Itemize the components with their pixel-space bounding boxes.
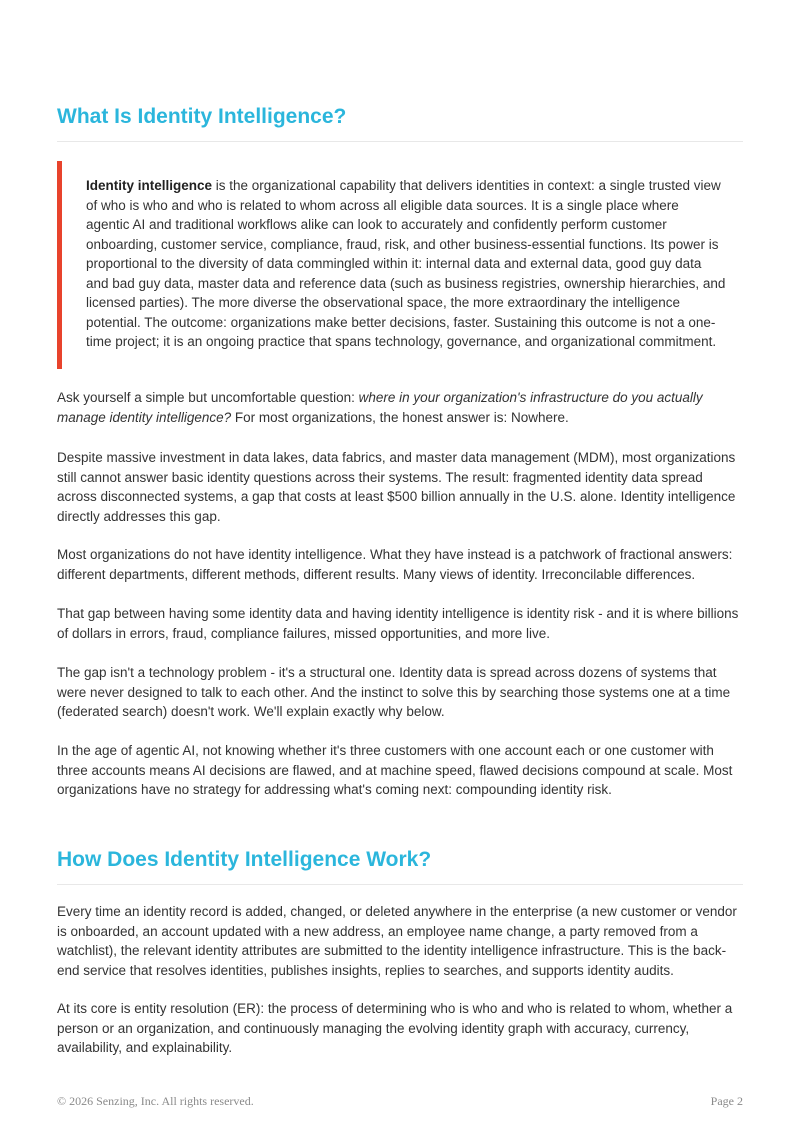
body-paragraph: The gap isn't a technology problem - it's a structural one. Identity data is spread across dozens of systems that were never designed to talk to each other. And the instinct to solve this by searching those systems one at a time (federated search) doesn't work. We'll explain exactly why below. <box>57 665 731 719</box>
body-paragraph: Despite massive investment in data lakes, data fabrics, and master data management (MDM), most organizations still cannot answer basic identity questions across their systems. The result: fragmented identity data spread across disconnected systems, a gap that costs at least $500 billion annually in the U.S. alone. Identity intelligence directly addresses this gap. <box>57 450 736 524</box>
section-how-it-works <box>57 846 743 885</box>
heading-divider <box>57 884 743 885</box>
definition-callout <box>57 161 743 369</box>
body-paragraph: Most organizations do not have identity intelligence. What they have instead is a patchwork of fractional answers: different departments, different methods, different results. Many views of identity. Irreconcilable differences. <box>57 547 733 582</box>
callout-body: is the organizational capability that delivers identities in context: a single trusted view of who is who and who is related to whom across all eligible data sources. It is a single place where agentic AI and traditional workflows alike can look to accurately and confidently perform customer onboarding, customer service, compliance, fraud, risk, and other business-essential functions. Its power is proportional to the diversity of data commingled within it: internal data and external data, good guy data and bad guy data, master data and reference data (such as business registries, ownership hierarchies, and licensed parties). The more diverse the observational space, the more extraordinary the intelligence potential. The outcome: organizations make better decisions, faster. Sustaining this outcome is not a one-time project; it is an ongoing practice that spans technology, governance, and organizational commitment. <box>86 178 726 349</box>
body-paragraph: In the age of agentic AI, not knowing whether it's three customers with one account each or one customer with three accounts means AI decisions are flawed, and at machine speed, flawed decisions compound at scale. Most organizations have no strategy for addressing what's coming next: compounding identity risk. <box>57 743 733 797</box>
callout-text <box>86 176 726 352</box>
section-heading: What Is Identity Intelligence? <box>57 105 347 128</box>
body-paragraph: Every time an identity record is added, changed, or deleted anywhere in the enterprise (a new customer or vendor is onboarded, an account updated with a new address, an employee name change, a party removed from a watchlist), the relevant identity attributes are submitted to the identity intelligence infrastructure. This is the back-end service that resolves identities, publishes insights, replies to searches, and supports identity audits. <box>57 904 737 978</box>
question-italic: where in your organization's infrastructure do you actually manage identity intelligence? <box>57 390 703 425</box>
heading-divider <box>57 141 743 142</box>
question-lead: Ask yourself a simple but uncomfortable question: <box>57 390 359 405</box>
section-what-is <box>57 103 743 142</box>
page-number: Page 2 <box>710 1094 743 1108</box>
question-paragraph <box>57 388 743 427</box>
question-tail: For most organizations, the honest answer is: Nowhere. <box>231 409 569 425</box>
copyright-text: © 2026 Senzing, Inc. All rights reserved. <box>57 1094 254 1108</box>
body-paragraph: At its core is entity resolution (ER): the process of determining who is who and who is related to whom, whether a person or an organization, and continuously managing the evolving identity graph with accuracy, currency, availability, and explainability. <box>57 1001 733 1055</box>
section-heading: How Does Identity Intelligence Work? <box>57 848 432 871</box>
body-paragraph: That gap between having some identity data and having identity intelligence is identity risk - and it is where billions of dollars in errors, fraud, compliance failures, missed opportunities, and more live. <box>57 606 739 641</box>
callout-term: Identity intelligence <box>86 178 213 193</box>
